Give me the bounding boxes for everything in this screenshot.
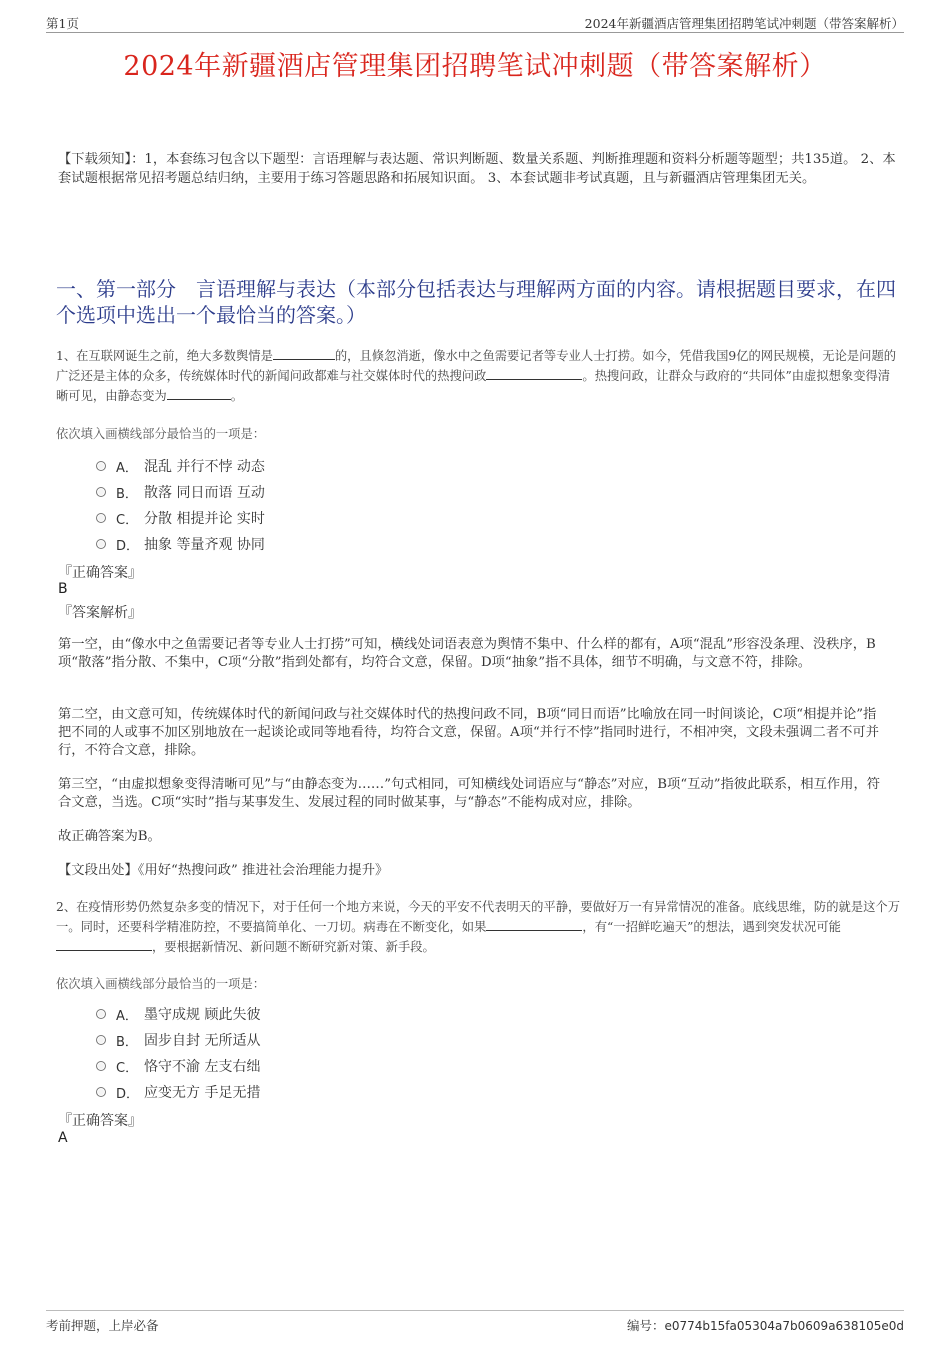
question-2-stem-part: ，要根据新情况、新问题不断研究新对策、新手段。 bbox=[152, 940, 435, 954]
question-1-stem-part: 。 bbox=[230, 389, 243, 403]
option-text: 恪守不渝 左支右绌 bbox=[144, 1059, 261, 1075]
question-1-options bbox=[96, 453, 265, 557]
radio-icon[interactable] bbox=[96, 1035, 106, 1045]
correct-answer-value: B bbox=[58, 581, 68, 597]
option-c[interactable] bbox=[96, 505, 265, 531]
source-citation: 【文段出处】《用好“热搜问政” 推进社会治理能力提升》 bbox=[58, 863, 389, 878]
option-letter: A． bbox=[116, 460, 138, 476]
option-text: 固步自封 无所适从 bbox=[144, 1033, 261, 1049]
option-a[interactable] bbox=[96, 453, 265, 479]
header-doc-title: 2024年新疆酒店管理集团招聘笔试冲刺题（带答案解析） bbox=[584, 16, 904, 31]
blank-line bbox=[56, 937, 152, 951]
page-header bbox=[46, 12, 904, 33]
option-letter: A． bbox=[116, 1008, 138, 1024]
analysis-paragraph: 第三空，“由虚拟想象变得清晰可见”与“由静态变为……”句式相同，可知横线处词语应与“静态”对应，B项“互动”指彼此联系，相互作用，符合文意，当选。C项“实时”指与某事发生、发展过程的同时做某事，与“静态”不能构成对应，排除。 bbox=[58, 777, 881, 810]
radio-icon[interactable] bbox=[96, 539, 106, 549]
radio-icon[interactable] bbox=[96, 461, 106, 471]
question-1-stem-part: 1、在互联网诞生之前，绝大多数舆情是 bbox=[56, 349, 273, 363]
blank-line bbox=[486, 917, 582, 931]
question-1-stem-part: 的，且倏忽消逝，像水中之鱼需要记者等专业人士打捞。如今，凭借我国9亿的网民规模，无论是问题的广泛还是主体的众多，传统媒体时代的新闻问政都难与社交媒体时代的热搜问政 bbox=[56, 349, 897, 383]
section-heading: 一、第一部分 言语理解与表达（本部分包括表达与理解两方面的内容。请根据题目要求，在四个选项中选出一个最恰当的答案。） bbox=[56, 277, 896, 327]
blank-line bbox=[486, 366, 582, 380]
question-2-stem-part: ，有“一招鲜吃遍天”的想法，遇到突发状况可能 bbox=[582, 920, 841, 934]
option-text: 散落 同日而语 互动 bbox=[144, 485, 265, 501]
page-title: 2024年新疆酒店管理集团招聘笔试冲刺题（带答案解析） bbox=[123, 51, 827, 82]
option-c[interactable] bbox=[96, 1053, 260, 1079]
blank-line bbox=[273, 346, 335, 360]
code-value: e0774b15fa05304a7b0609a638105e0d bbox=[664, 1319, 904, 1333]
question-1-prompt: 依次填入画横线部分最恰当的一项是： bbox=[56, 427, 266, 441]
option-b[interactable] bbox=[96, 1027, 260, 1053]
radio-icon[interactable] bbox=[96, 1061, 106, 1071]
question-2-stem bbox=[56, 898, 901, 957]
footer-code bbox=[627, 1316, 904, 1334]
question-1-stem-part: 。热搜问政，让群众与政府的“共同体”由虚拟想象变得清晰可见，由静态变为 bbox=[56, 369, 891, 403]
option-letter: C． bbox=[116, 1060, 139, 1076]
analysis-paragraph: 第二空，由文意可知，传统媒体时代的新闻问政与社交媒体时代的热搜问政不同，B项“同日而语”比喻放在同一时间谈论，C项“相提并论”指把不同的人或事不加区别地放在一起谈论或同等地看待，均符合文意，保留。A项“并行不悖”指同时进行，不相冲突，文段未强调二者不可并行，不符合文意，排除。 bbox=[58, 707, 880, 758]
radio-icon[interactable] bbox=[96, 487, 106, 497]
option-a[interactable] bbox=[96, 1001, 260, 1027]
download-notice: 【下载须知】：1，本套练习包含以下题型：言语理解与表达题、常识判断题、数量关系题、判断推理题和资料分析题等题型；共135道。 2、本套试题根据常见招考题总结归纳，主要用于练习答题思路和拓展知识面。 3、本套试题非考试真题，且与新疆酒店管理集团无关。 bbox=[58, 152, 896, 186]
option-text: 分散 相提并论 实时 bbox=[144, 511, 265, 527]
radio-icon[interactable] bbox=[96, 1087, 106, 1097]
option-b[interactable] bbox=[96, 479, 265, 505]
code-label: 编号： bbox=[626, 1318, 665, 1333]
option-letter: C． bbox=[116, 512, 139, 528]
blank-line bbox=[167, 386, 231, 400]
analysis-conclusion: 故正确答案为B。 bbox=[58, 829, 161, 844]
answer-analysis-label: 『答案解析』 bbox=[58, 605, 142, 621]
radio-icon[interactable] bbox=[96, 513, 106, 523]
question-2-options bbox=[96, 1001, 260, 1105]
radio-icon[interactable] bbox=[96, 1009, 106, 1019]
option-letter: B． bbox=[116, 486, 138, 502]
correct-answer-label: 『正确答案』 bbox=[58, 1113, 142, 1129]
option-text: 混乱 并行不悖 动态 bbox=[144, 459, 265, 475]
page-footer bbox=[46, 1310, 904, 1333]
question-1-stem bbox=[56, 346, 901, 406]
page-number: 第1页 bbox=[46, 16, 79, 31]
correct-answer-label: 『正确答案』 bbox=[58, 565, 142, 581]
option-letter: D． bbox=[116, 538, 140, 554]
question-2-stem-part: 2、在疫情形势仍然复杂多变的情况下，对于任何一个地方来说，今天的平安不代表明天的平静，要做好万一有异常情况的准备。底线思维，防的就是这个万一。同时，还要科学精准防控，不要搞简单化、一刀切。病毒在不断变化，如果 bbox=[56, 900, 901, 934]
option-letter: D． bbox=[116, 1086, 140, 1102]
option-text: 抽象 等量齐观 协同 bbox=[144, 537, 265, 553]
footer-slogan: 考前押题，上岸必备 bbox=[46, 1318, 159, 1333]
option-letter: B． bbox=[116, 1034, 138, 1050]
option-d[interactable] bbox=[96, 531, 265, 557]
analysis-paragraph: 第一空，由“像水中之鱼需要记者等专业人士打捞”可知，横线处词语表意为舆情不集中、什么样的都有，A项“混乱”形容没条理、没秩序，B项“散落”指分散、不集中，C项“分散”指到处都有，均符合文意，保留。D项“抽象”指不具体，细节不明确，与文意不符，排除。 bbox=[58, 637, 876, 670]
option-text: 墨守成规 顾此失彼 bbox=[144, 1007, 261, 1023]
correct-answer-value: A bbox=[58, 1130, 68, 1146]
option-text: 应变无方 手足无措 bbox=[144, 1085, 261, 1101]
question-2-prompt: 依次填入画横线部分最恰当的一项是： bbox=[56, 977, 266, 991]
option-d[interactable] bbox=[96, 1079, 260, 1105]
